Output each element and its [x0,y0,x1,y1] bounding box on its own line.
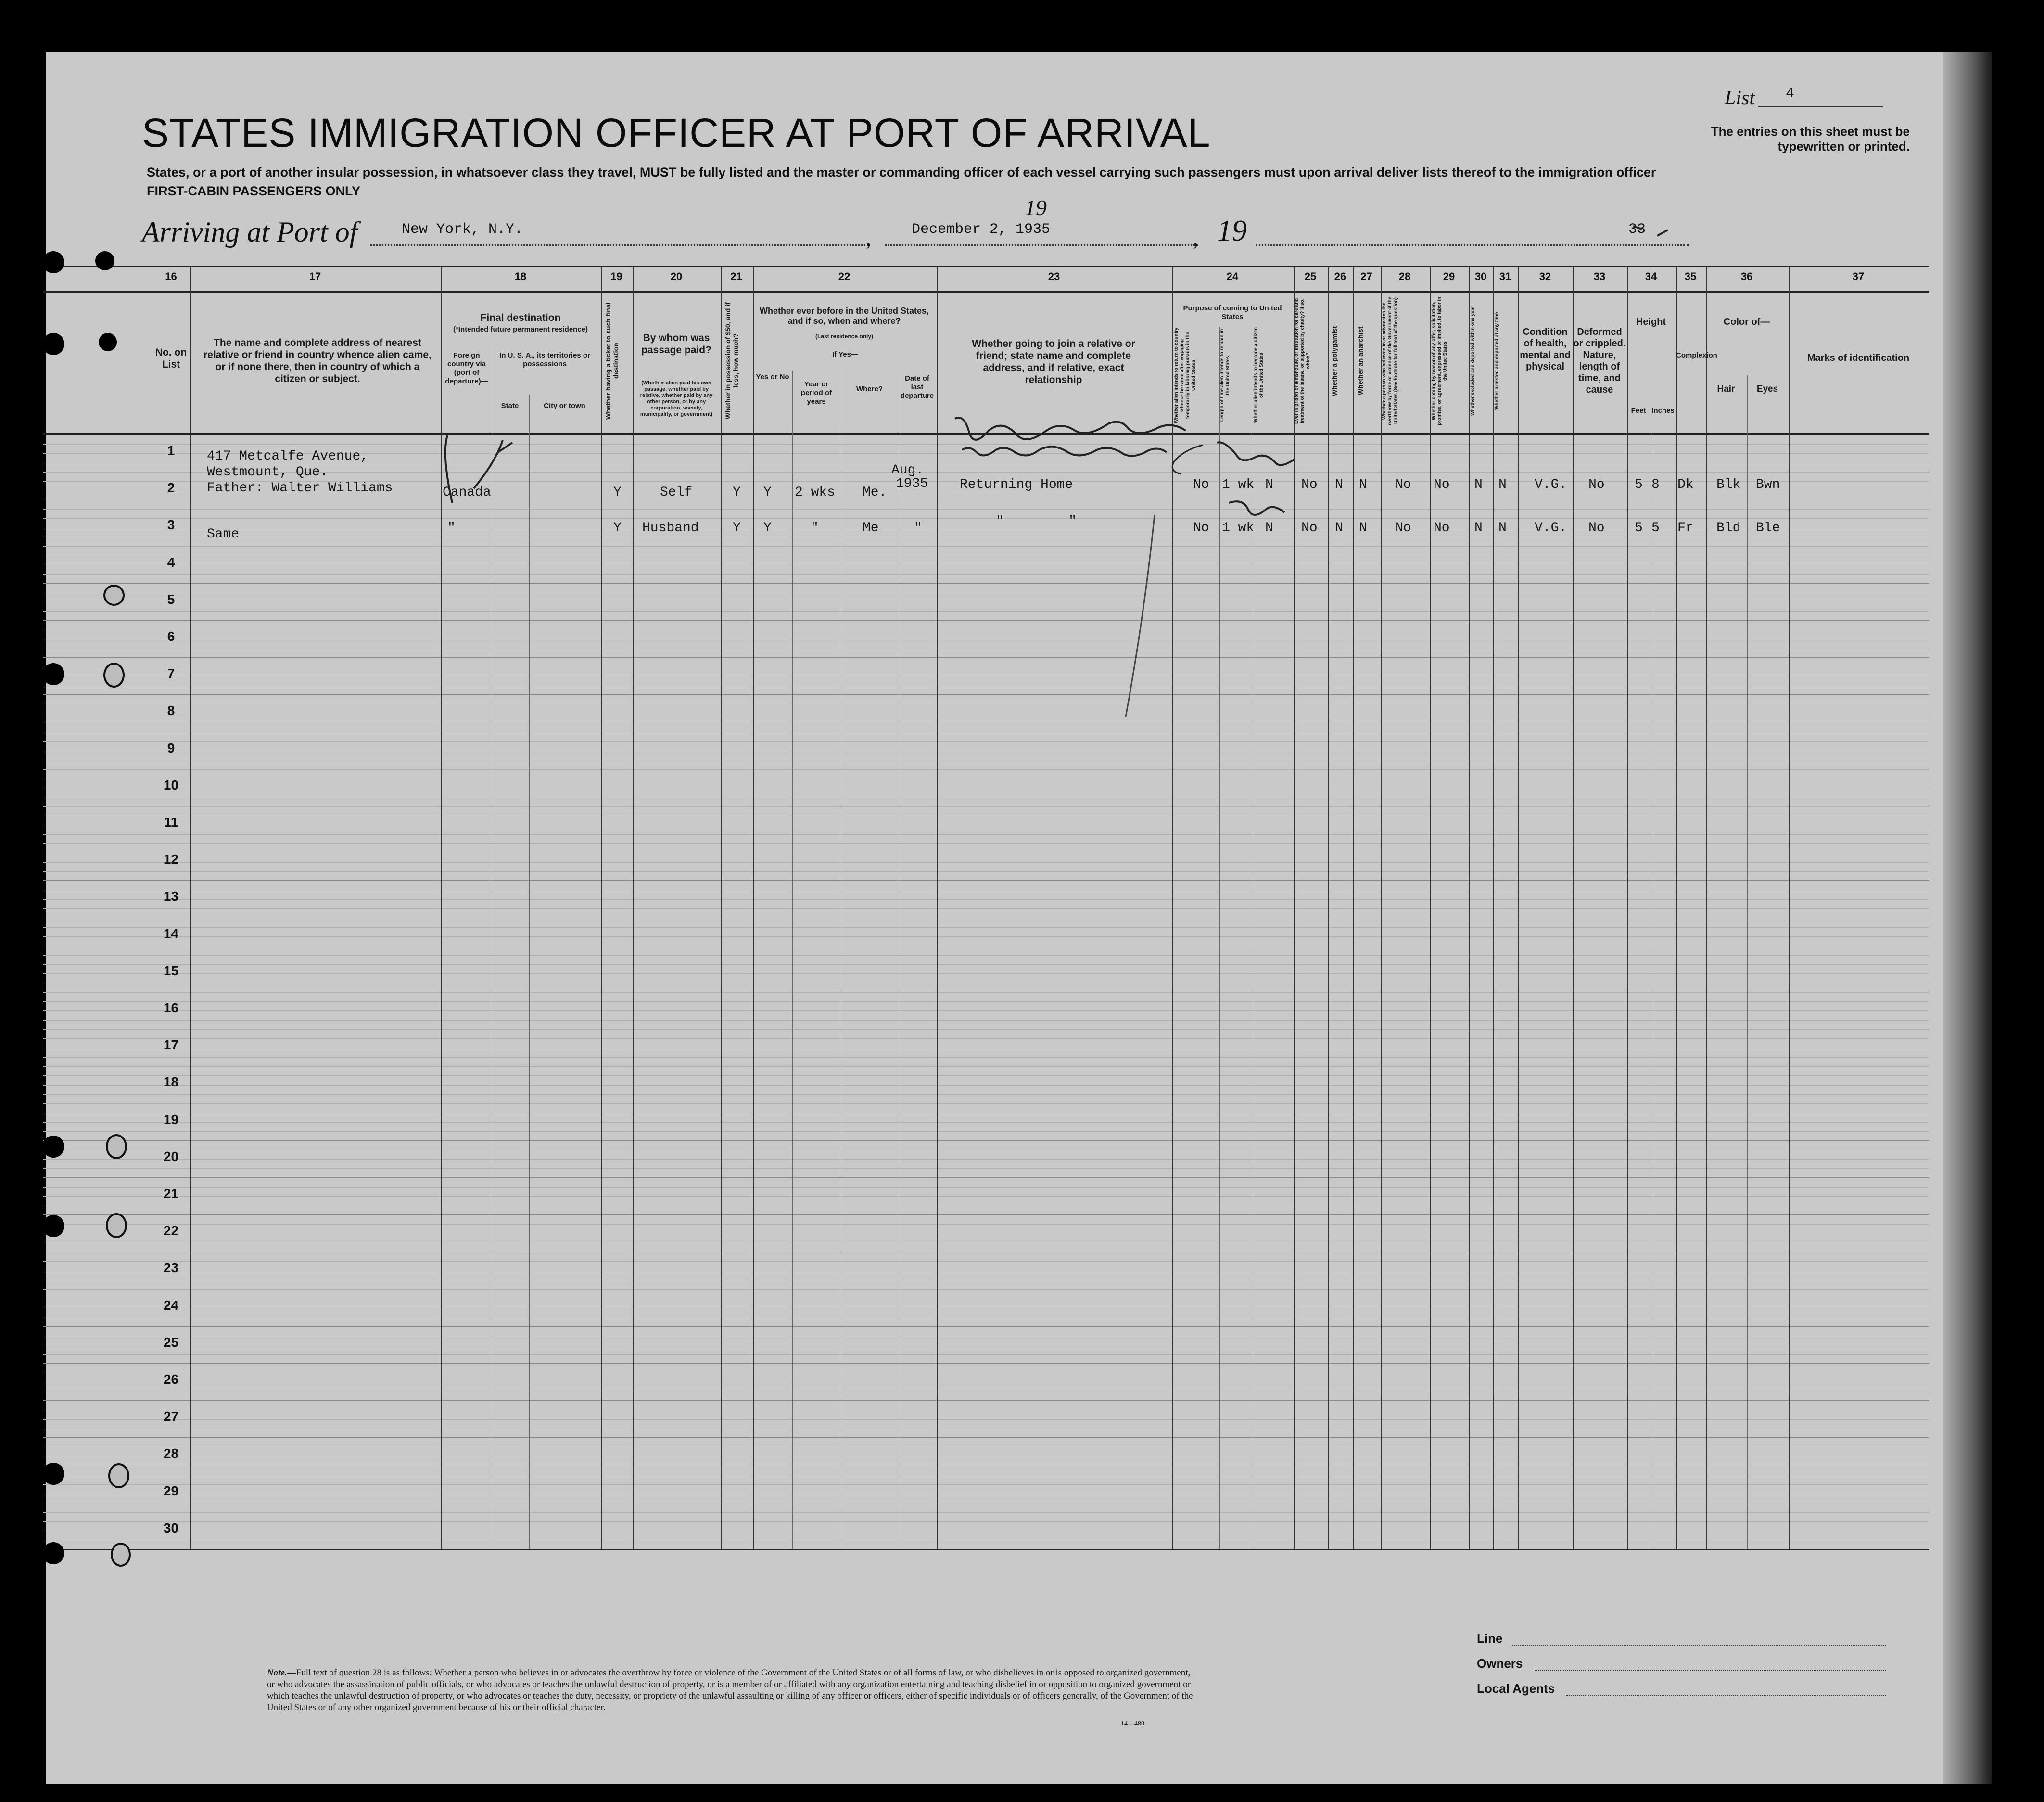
header-deformed: Deformed or crippled. Nature, length of time, and cause [1573,327,1626,395]
row-number: 1 [167,443,175,458]
header-marks: Marks of identification [1807,353,1910,363]
owners-field [1535,1670,1886,1671]
page-title: STATES IMMIGRATION OFFICER AT PORT OF ARRIVAL [142,110,1211,155]
header-anarchist: Whether an anarchist [1357,326,1364,396]
handwritten-stroke [1217,442,1294,465]
ticket: Y [613,521,622,536]
hair-color: Bld [1716,521,1741,536]
excluded: N [1474,521,1483,536]
col-number: 34 [1645,270,1657,282]
row-number: 7 [167,666,175,681]
header-feet: Feet [1631,407,1646,415]
before-in-us: Y [763,485,772,500]
eye-color: Ble [1756,521,1780,536]
row-number: 15 [163,963,179,978]
col-number: 35 [1684,270,1697,282]
anarchist: N [1359,477,1367,492]
binder-hole [42,251,64,273]
handwritten-stroke [474,440,512,488]
period: 2 wks [795,485,836,500]
handwritten-stroke [445,435,452,503]
local-agents-label: Local Agents [1477,1681,1555,1696]
arriving-label: Arriving at Port of [142,216,358,248]
handwritten-stroke [1633,226,1668,236]
binder-ring [103,585,125,606]
header-question-28: Whether a person who believes in or advocates the overthrow by force or violence of the Government of the United States (See footnote for full text of the question) [1382,296,1398,425]
row-number: 20 [163,1149,179,1164]
header-health: Condition of health, mental and physical [1520,327,1571,372]
col-number: 22 [838,270,851,282]
binder-ring [106,1134,127,1159]
header-where: Where? [856,385,883,393]
ticket: Y [613,485,622,500]
binder-hole [42,333,64,355]
header-labor-offer: Whether coming by reason of any offer, solicitation, promise, or agreement, expressed or implied, to labor in the United States [1431,296,1448,425]
relative-address: Same [207,527,240,542]
row-number: 12 [163,852,179,867]
arrival-date: December 2, 1935 [912,221,1051,238]
hair-color: Blk [1716,477,1741,492]
header-money: Whether in possession of $50, and if less, how much? [724,302,739,420]
money: Y [733,521,741,536]
eye-color: Bwn [1756,477,1780,492]
labor-offer: No [1434,477,1450,492]
header-usa: In U. S. A., its territories or possessions [499,351,590,368]
joining: " " [996,514,1077,529]
col-number: 19 [610,270,622,282]
row-number: 13 [163,889,179,904]
where: Me [863,521,879,536]
header-final-destination-sub: (*Intended future permanent residence) [453,325,588,333]
row-number: 21 [163,1186,179,1201]
deformed: No [1588,521,1605,536]
before-in-us: Y [763,521,772,536]
page-subtitle: States, or a port of another insular possession, in whatsoever class they travel, MUST be fully listed and the master or commanding officer of each vessel carrying such passengers must upon arrival deliver lists thereof to the immigration officer [147,165,1656,179]
where: Me. [863,485,887,500]
row-number: 23 [163,1260,179,1276]
row-number: 9 [167,740,175,755]
col-number: 27 [1360,270,1372,282]
length-of-stay: 1 wk [1222,521,1255,536]
date-correction: 19 [1025,195,1047,220]
binder-hole [42,1215,64,1237]
header-city: City or town [544,402,585,410]
footnote [267,1667,1195,1713]
header-passage-paid: By whom was passage paid? [641,332,711,356]
comma: , [866,227,871,250]
comma: , [1193,227,1198,250]
owners-label: Owners [1477,1656,1523,1671]
row-number: 8 [167,703,175,718]
col-number: 18 [514,270,527,282]
binder-hole [42,1136,64,1158]
col-number: 21 [730,270,742,282]
row-number: 22 [163,1223,179,1239]
header-foreign-country: Foreign country via (port of departure)— [445,351,488,385]
relative-address: Westmount, Que. [207,465,329,480]
header-become-citizen: Whether alien intends to become a citizen of the United States [1253,327,1264,423]
header-length-of-stay: Length of time alien intends to remain in the United States [1219,329,1231,422]
row-number: 19 [163,1112,179,1127]
last-departure: " [914,521,922,536]
header-joining: Whether going to join a relative or friend; state name and complete address, and if relative, exact relationship [972,338,1135,385]
length-of-stay: 1 wk [1222,477,1255,492]
become-citizen: N [1265,521,1273,536]
year-suffix: 33 [1628,221,1646,238]
row-number: 11 [164,815,178,830]
row-number: 28 [163,1446,179,1461]
col-number: 17 [309,270,321,282]
col-number: 26 [1334,270,1346,282]
relative-name: Father: Walter Williams [207,481,393,496]
header-last-departure: Date of last departure [900,374,934,400]
year-century: 19 [1217,215,1247,247]
port-of-arrival: New York, N.Y. [402,221,523,238]
binder-hole [99,333,117,351]
labor-offer: No [1434,521,1450,536]
paid-by: Self [660,485,693,500]
header-if-yes: If Yes— [832,350,858,358]
header-state: State [501,402,519,410]
anarchist: N [1359,521,1367,536]
deformed: No [1588,477,1605,492]
paid-by: Husband [642,521,699,536]
header-ticket: Whether having a ticket to such final destination [604,302,620,420]
handwritten-stroke [1126,515,1155,717]
row-number: 5 [167,591,175,607]
footnote-text: —Full text of question 28 is as follows: Whether a person who believes in or advocates the overthrow by force or violence of the Government of the United States or of all forms of law, or who disbelieves in or is opposed to organized government, or who advocates the assassination of public officials, or who advocates or teaches the unlawful destruction of property, or is a member of or affiliated with any organization entertaining and teaching disbelief in or opposition to organized government or which teaches the unlawful destruction of property, or who advocates or teaches the duty, necessity, or propriety of the unlawful assaulting or killing of any officer or officers, either of specific individuals or of officers generally, of the Government of the United States or of any other organized government because of his or their official character. [267,1668,1193,1713]
col-number: 16 [165,270,177,282]
line-field [1511,1645,1886,1646]
header-inches: Inches [1651,407,1675,415]
height-feet: 5 [1635,521,1643,536]
height-inches: 5 [1651,521,1660,536]
list-number: 4 [1786,86,1795,102]
row-number: 29 [163,1483,179,1498]
header-return-country: Whether alien intends to return to country whence he came after engaging temporarily in laboring pursuits in the United States [1174,327,1196,423]
health: V.G. [1535,521,1567,536]
passenger-class-note: FIRST-CABIN PASSENGERS ONLY [147,184,361,198]
binder-hole [42,1463,64,1485]
question-28: No [1395,477,1411,492]
row-number: 26 [163,1372,179,1387]
col-number: 30 [1474,270,1487,282]
col-number: 25 [1304,270,1317,282]
col-number: 23 [1048,270,1060,282]
header-passage-paid-sub: (Whether alien paid his own passage, whether paid by relative, whether paid by any other person, or by any corporation, society, municipality, or government) [640,380,713,417]
money: Y [733,485,741,500]
header-relative-address: The name and complete address of nearest relative or friend in country whence alien came, or if none there, then in country of which a citizen or subject. [203,337,432,384]
row-number: 25 [163,1334,179,1350]
col-number: 29 [1443,270,1455,282]
binder-ring [108,1463,129,1488]
row-number: 4 [167,554,175,570]
last-departure: Aug. [891,463,924,478]
header-excluded: Whether excluded and deported within one year [1470,306,1475,416]
header-no-on-list: No. on List [155,347,187,370]
complexion: Fr [1677,521,1694,536]
header-color-of: Color of— [1723,317,1770,327]
footnote-label: Note. [267,1668,287,1678]
line-label: Line [1477,1631,1503,1646]
local-agents-field [1566,1695,1886,1696]
col-number: 31 [1499,270,1511,282]
return-country: No [1193,477,1209,492]
row-number: 3 [167,517,175,533]
entries-note: The entries on this sheet must be typewritten or printed. [1711,124,1910,153]
header-eyes: Eyes [1756,384,1778,394]
polygamist: N [1335,477,1343,492]
last-departure: 1935 [896,476,928,491]
row-number: 16 [163,1000,179,1015]
return-country: No [1193,521,1209,536]
col-number: 37 [1852,270,1865,282]
relative-address: 417 Metcalfe Avenue, [207,449,369,464]
form-number: 14—480 [1121,1720,1144,1727]
arrested: N [1498,521,1507,536]
question-28: No [1395,521,1411,536]
header-final-destination: Final destination [480,312,561,323]
header-complexion: Complexion [1676,351,1717,359]
binder-ring [111,1543,131,1567]
foreign-country: " [447,521,456,536]
col-number: 32 [1539,270,1551,282]
row-number: 24 [163,1297,179,1313]
height-inches: 8 [1651,477,1660,492]
complexion: Dk [1677,477,1694,492]
header-prison: Ever in prison or almshouse, or institution for care and treatment of the insane, or supported by charity? If so, which? [1294,298,1311,424]
binder-hole [95,251,114,270]
binder-hole [42,1542,64,1564]
row-number: 14 [163,926,179,941]
col-number: 24 [1226,270,1239,282]
binder-hole [42,663,64,685]
header-before-in-us: Whether ever before in the United States, and if so, when and where? [759,306,929,326]
prison: No [1301,477,1318,492]
handwritten-stroke [1229,501,1284,515]
row-number: 17 [163,1037,179,1053]
health: V.G. [1535,477,1567,492]
arrested: N [1498,477,1507,492]
header-years: Year or period of years [800,380,832,406]
become-citizen: N [1265,477,1273,492]
col-number: 33 [1593,270,1606,282]
handwritten-stroke [962,447,1167,456]
row-number: 10 [163,777,179,792]
excluded: N [1474,477,1483,492]
row-number: 6 [167,629,175,644]
row-number: 30 [163,1520,179,1535]
header-yes-no: Yes or No [756,373,789,381]
foreign-country: Canada [443,485,491,500]
header-arrested: Whether arrested and deported at any time [1494,312,1499,410]
col-number: 28 [1398,270,1411,282]
header-polygamist: Whether a polygamist [1331,326,1338,396]
col-number: 36 [1740,270,1753,282]
polygamist: N [1335,521,1343,536]
list-label: List [1725,87,1755,109]
period: " [811,521,819,536]
binder-ring [103,663,125,688]
joining: Returning Home [960,477,1073,492]
row-number: 27 [163,1409,179,1424]
header-last-residence: (Last residence only) [815,333,874,340]
binder-ring [106,1213,127,1238]
handwritten-stroke [955,418,1186,440]
col-number: 20 [670,270,683,282]
row-number: 2 [167,480,175,496]
height-feet: 5 [1635,477,1643,492]
header-height: Height [1636,317,1666,327]
handwritten-stroke [1172,445,1203,474]
row-number: 18 [163,1074,179,1090]
header-hair: Hair [1717,384,1735,394]
header-purpose: Purpose of coming to United States [1183,304,1282,321]
prison: No [1301,521,1318,536]
